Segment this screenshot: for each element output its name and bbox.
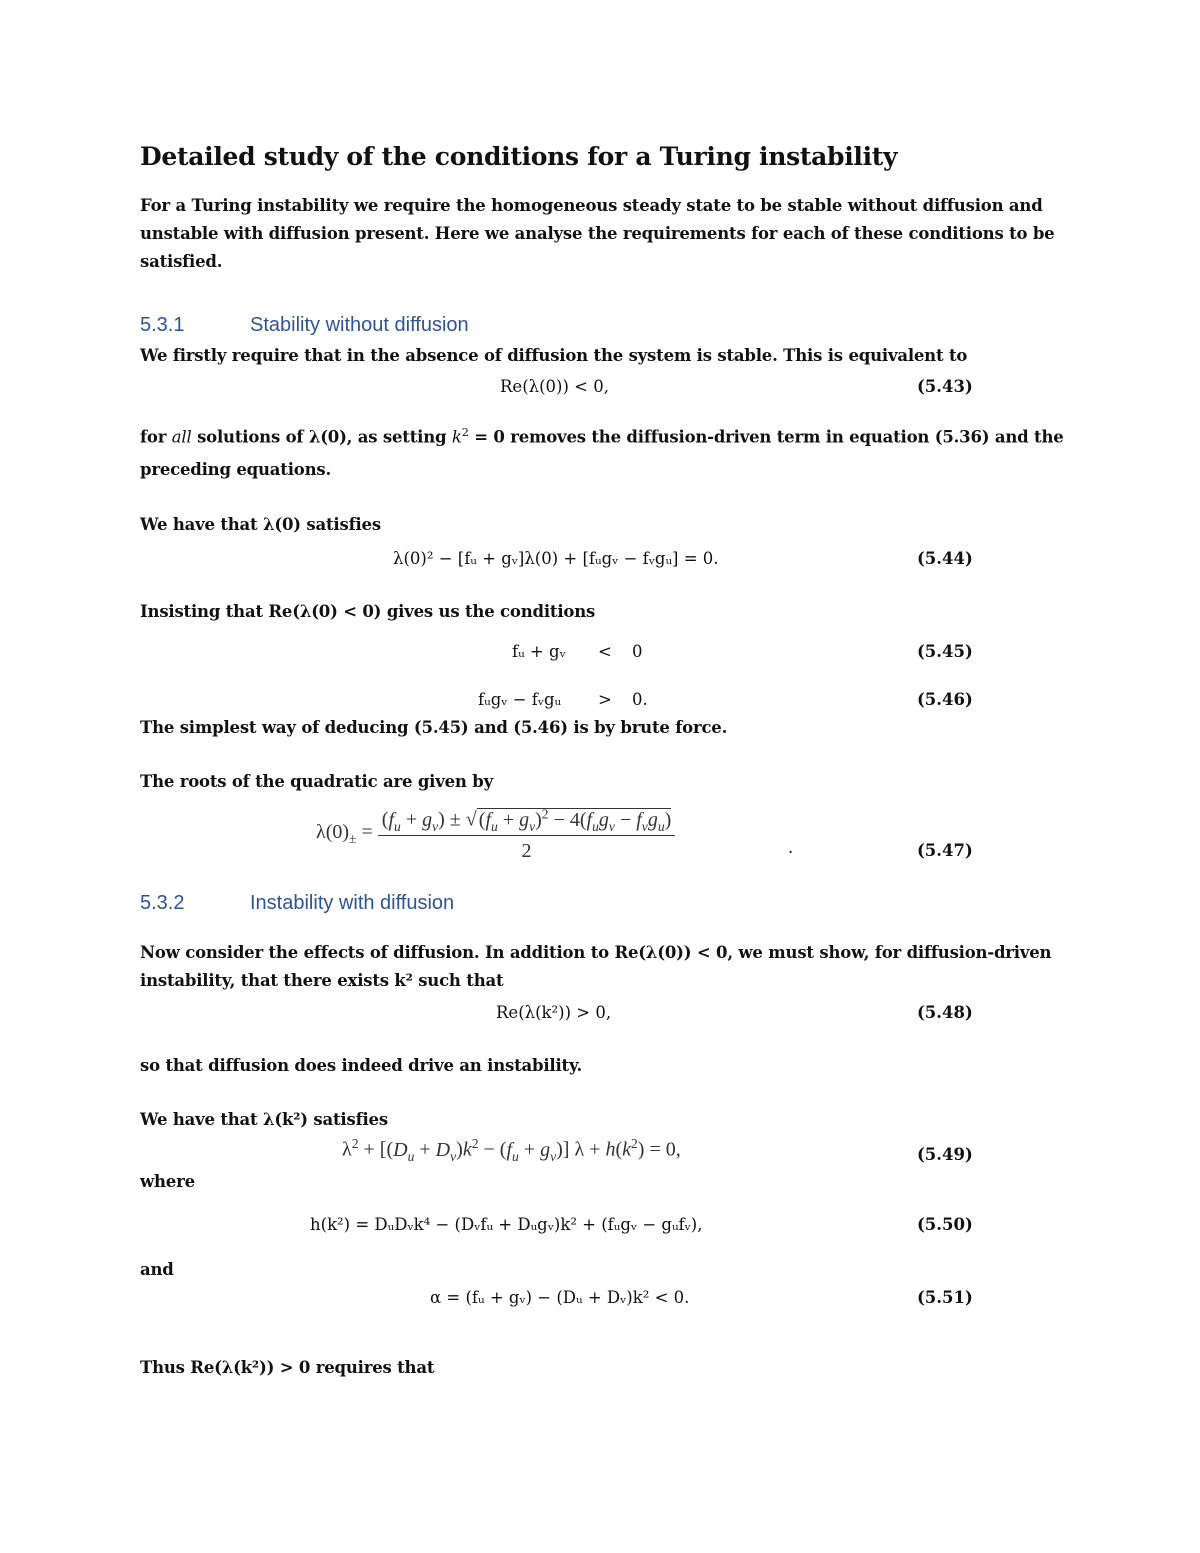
equation-number-5-43: (5.43) [917,377,973,396]
paragraph-now-line-2: instability, that there exists k² such that [140,971,504,990]
equation-5-46-lhs: fᵤgᵥ − fᵥgᵤ [478,690,562,709]
equation-number-5-51: (5.51) [917,1288,973,1307]
paragraph-insisting: Insisting that Re(λ(0) < 0) gives us the conditions [140,602,596,621]
section-heading-5-3-2 [140,892,454,915]
equation-number-5-49: (5.49) [917,1145,973,1164]
equation-5-51: α = (fᵤ + gᵥ) − (Dᵤ + Dᵥ)k² < 0. [430,1288,690,1307]
equation-5-43: Re(λ(0)) < 0, [500,377,609,396]
paragraph-roots: The roots of the quadratic are given by [140,772,493,791]
paragraph-and: and [140,1260,174,1279]
section-title: Instability with diffusion [250,892,455,914]
equation-number-5-45: (5.45) [917,642,973,661]
intro-line-3: satisfied. [140,252,223,271]
equation-number-5-46: (5.46) [917,690,973,709]
equation-number-5-48: (5.48) [917,1003,973,1022]
paragraph-thus: Thus Re(λ(k²)) > 0 requires that [140,1358,435,1377]
paragraph-where: where [140,1172,195,1191]
section-number: 5.3.1 [140,314,185,336]
equation-number-5-47: (5.47) [917,841,973,860]
section-title: Stability without diffusion [250,314,469,336]
paragraph-so-that: so that diffusion does indeed drive an instability. [140,1056,582,1075]
section-number: 5.3.2 [140,892,185,914]
equation-5-45-op: < [598,642,612,661]
equation-5-49: $\lambda^2 + [(D_u + D_v)k^2 - (f_u + g_v)] \lambda + h(k^2) = 0$, [342,1136,681,1164]
paragraph-for-all: for all solutions of λ(0), as setting $k^2 = 0$ removes the diffusion-driven term in equation (5.36) and the [140,426,1064,447]
equation-number-5-44: (5.44) [917,549,973,568]
paragraph-simplest: The simplest way of deducing (5.45) and (5.46) is by brute force. [140,718,728,737]
intro-line-1: For a Turing instability we require the homogeneous steady state to be stable without diffusion and [140,196,1043,215]
equation-5-46-op: > [598,690,612,709]
paragraph-lambda-k2: We have that λ(k²) satisfies [140,1110,388,1129]
intro-line-2: unstable with diffusion present. Here we analyse the requirements for each of these conditions to be [140,224,1055,243]
equation-5-45-lhs: fᵤ + gᵥ [512,642,566,661]
equation-5-47-period: . [788,838,794,857]
equation-5-45-rhs: 0 [632,642,643,661]
paragraph-lambda0: We have that λ(0) satisfies [140,515,381,534]
equation-number-5-50: (5.50) [917,1215,973,1234]
equation-5-47: $\lambda(0)_\pm$ = $\frac{(f_u + g_v) \pm √ (f_u + g_v)^2 - 4(f_ug_v - f_vg_u)}{2}$ [316,806,675,863]
equation-5-48: Re(λ(k²)) > 0, [496,1003,612,1022]
paragraph-for-all-line-2: preceding equations. [140,460,332,479]
paragraph-firstly: We firstly require that in the absence of diffusion the system is stable. This is equivalent to [140,346,968,365]
page-title: Detailed study of the conditions for a Turing instability [140,142,898,171]
equation-5-46-rhs: 0. [632,690,648,709]
section-heading-5-3-1 [140,314,469,337]
equation-5-50: h(k²) = DᵤDᵥk⁴ − (Dᵥfᵤ + Dᵤgᵥ)k² + (fᵤgᵥ − gᵤfᵥ), [310,1215,703,1234]
paragraph-now-line-1: Now consider the effects of diffusion. In addition to Re(λ(0)) < 0, we must show, for diffusion-driven [140,943,1052,962]
equation-5-44: λ(0)² − [fᵤ + gᵥ]λ(0) + [fᵤgᵥ − fᵥgᵤ] = 0. [393,549,719,568]
